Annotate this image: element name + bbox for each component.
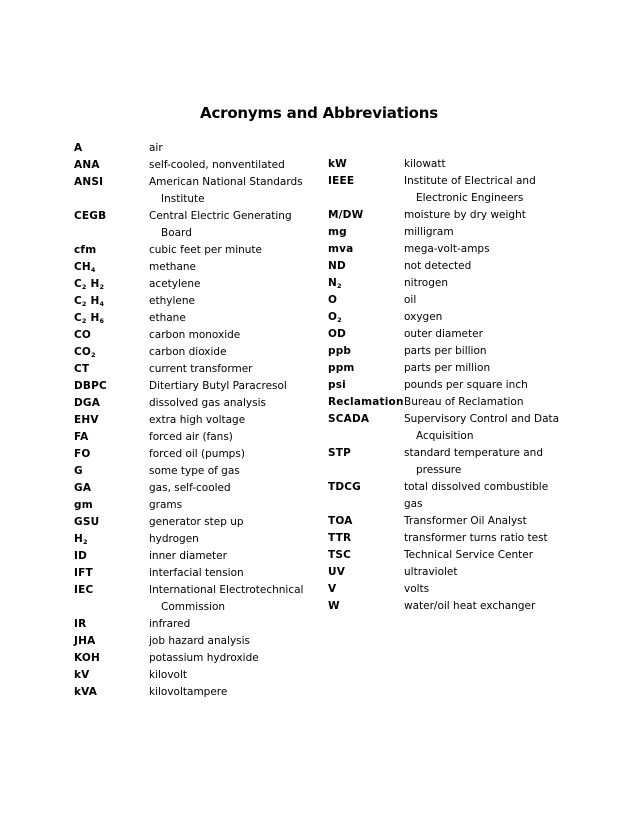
definition-line: mega-volt-amps [404,243,490,255]
definition [404,275,568,292]
definition-line: methane [149,261,197,273]
abbreviation: mg [328,226,347,238]
definition [149,548,314,565]
glossary-entry [74,378,314,395]
abbreviation: KOH [74,652,100,664]
glossary-entry [328,564,568,581]
abbreviation: ANSI [74,176,104,188]
abbreviation: ANA [74,159,100,171]
glossary-entry [74,667,314,684]
definition-line: nitrogen [404,277,448,289]
glossary-entry [328,275,568,292]
definition [404,394,568,411]
abbreviation: IFT [74,567,93,579]
page-title: Acronyms and Abbreviations [200,104,438,122]
glossary-entry [328,343,568,360]
abbreviation: G [74,465,83,477]
definition [404,564,568,581]
definition [149,361,314,378]
abbreviation: GA [74,482,92,494]
definition-line: Institute of Electrical and [404,175,536,187]
definition [404,173,568,207]
glossary-entry [74,582,314,616]
left-column [74,140,314,701]
definition [149,174,314,208]
definition [149,446,314,463]
definition [149,684,314,701]
definition [404,377,568,394]
definition [404,258,568,275]
definition-line: ultraviolet [404,566,458,578]
definition-line: transformer turns ratio test [404,532,548,544]
abbreviation: gm [74,499,93,511]
definition-line: Institute [161,193,205,205]
glossary-entry [328,224,568,241]
abbreviation: FA [74,431,89,443]
definition [149,327,314,344]
glossary-entry [74,259,314,276]
definition [149,395,314,412]
definition [149,259,314,276]
definition-line: gas, self-cooled [149,482,231,494]
definition [404,156,568,173]
definition [404,326,568,343]
definition-line: kilovoltampere [149,686,228,698]
abbreviation: IR [74,618,87,630]
definition-line: air [149,142,163,154]
definition-line: oxygen [404,311,443,323]
abbreviation: ppm [328,362,355,374]
definition [404,360,568,377]
definition-line: inner diameter [149,550,227,562]
glossary-entry [74,276,314,293]
abbreviation: kV [74,669,90,681]
glossary-entry [74,412,314,429]
definition [149,667,314,684]
glossary-entry [74,565,314,582]
definition-line: Electronic Engineers [416,192,524,204]
definition [404,530,568,547]
glossary-entry [328,581,568,598]
definition [149,412,314,429]
abbreviation: FO [74,448,91,460]
glossary-entry [328,513,568,530]
definition-line: ethane [149,312,186,324]
right-column [328,156,568,615]
glossary-entry [328,156,568,173]
definition [149,344,314,361]
definition-line: interfacial tension [149,567,244,579]
glossary-entry [328,394,568,411]
definition-line: dissolved gas analysis [149,397,266,409]
definition [149,242,314,259]
glossary-entry [74,531,314,548]
definition-line: Supervisory Control and Data [404,413,560,425]
definition [149,310,314,327]
abbreviation: IEC [74,584,94,596]
definition [404,411,568,445]
definition-line: milligram [404,226,454,238]
definition-line: volts [404,583,430,595]
abbreviation: DGA [74,397,101,409]
abbreviation: $N_2$ [328,277,342,290]
definition [149,276,314,293]
definition-line: International Electrotechnical [149,584,304,596]
definition-line: self-cooled, nonventilated [149,159,285,171]
glossary-entry [74,242,314,259]
definition [149,140,314,157]
abbreviation: CT [74,363,90,375]
definition-line: American National Standards [149,176,303,188]
definition [149,531,314,548]
abbreviation: TDCG [328,481,362,493]
definition [149,565,314,582]
definition [404,513,568,530]
definition [404,224,568,241]
definition [404,343,568,360]
definition [404,241,568,258]
abbreviation: TTR [328,532,352,544]
definition-line: infrared [149,618,191,630]
definition-line: pounds per square inch [404,379,528,391]
definition-line: some type of gas [149,465,240,477]
definition-line: Commission [161,601,226,613]
glossary-entry [328,377,568,394]
abbreviation: JHA [74,635,96,647]
definition [149,208,314,242]
definition-line: outer diameter [404,328,483,340]
glossary-entry [328,241,568,258]
definition-line: total dissolved combustible gas [404,481,549,510]
abbreviation: GSU [74,516,100,528]
glossary-entry [74,208,314,242]
abbreviation: CEGB [74,210,107,222]
glossary-entry [74,548,314,565]
abbreviation: $H_2$ [74,533,88,546]
glossary-entry [74,446,314,463]
glossary-entry [74,310,314,327]
definition [404,292,568,309]
glossary-entry [74,633,314,650]
definition-line: grams [149,499,183,511]
glossary-entry [328,445,568,479]
glossary-entry [74,463,314,480]
definition [404,207,568,224]
definition [149,650,314,667]
glossary-entry [74,616,314,633]
abbreviation: ID [74,550,88,562]
definition [149,378,314,395]
definition-line: Board [161,227,192,239]
abbreviation: EHV [74,414,99,426]
definition [149,157,314,174]
abbreviation: $C_2$ $H_4$ [74,295,105,308]
definition-line: parts per million [404,362,491,374]
abbreviation: TOA [328,515,353,527]
definition-line: current transformer [149,363,253,375]
definition [404,581,568,598]
definition-line: Technical Service Center [404,549,534,561]
abbreviation: ND [328,260,346,272]
abbreviation: STP [328,447,352,459]
glossary-entry [328,530,568,547]
definition-line: standard temperature and [404,447,544,459]
abbreviation: mva [328,243,354,255]
definition-line: not detected [404,260,472,272]
abbreviation: $CO_2$ [74,346,96,359]
definition-line: job hazard analysis [149,635,251,647]
definition-line: kilowatt [404,158,446,170]
definition-line: oil [404,294,417,306]
abbreviation: UV [328,566,346,578]
glossary-entry [74,395,314,412]
glossary-entry [328,292,568,309]
definition [149,480,314,497]
definition-line: moisture by dry weight [404,209,526,221]
definition-line: parts per billion [404,345,487,357]
abbreviation: $C_2$ $H_6$ [74,312,105,325]
abbreviation: ppb [328,345,352,357]
glossary-entry [328,411,568,445]
glossary-entry [328,207,568,224]
abbreviation: $O_2$ [328,311,342,324]
glossary-entry [74,514,314,531]
abbreviation: OD [328,328,347,340]
abbreviation: O [328,294,338,306]
abbreviation: psi [328,379,346,391]
definition [149,497,314,514]
definition [149,429,314,446]
abbreviation: A [74,142,83,154]
definition-line: Central Electric Generating [149,210,292,222]
definition [149,293,314,310]
glossary-entry [328,598,568,615]
definition-line: forced air (fans) [149,431,233,443]
abbreviation: V [328,583,337,595]
glossary-entry [74,650,314,667]
definition-line: Ditertiary Butyl Paracresol [149,380,287,392]
abbreviation: W [328,600,340,612]
definition [404,547,568,564]
abbreviation: $CH_4$ [74,261,96,274]
abbreviation: DBPC [74,380,107,392]
glossary-entry [328,309,568,326]
glossary-entry [328,479,568,513]
definition-line: Acquisition [416,430,474,442]
definition [404,445,568,479]
definition-line: Bureau of Reclamation [404,396,524,408]
glossary-entry [328,360,568,377]
definition-line: carbon monoxide [149,329,241,341]
glossary-entry [74,497,314,514]
definition-line: carbon dioxide [149,346,227,358]
definition-line: kilovolt [149,669,188,681]
glossary-entry [74,293,314,310]
abbreviation: M/DW [328,209,364,221]
definition-line: ethylene [149,295,195,307]
glossary-entry [74,344,314,361]
definition [149,463,314,480]
glossary-entry [328,258,568,275]
glossary-entry [74,174,314,208]
definition [149,616,314,633]
glossary-entry [328,326,568,343]
definition-line: cubic feet per minute [149,244,263,256]
abbreviation: $C_2$ $H_2$ [74,278,105,291]
abbreviation: TSC [328,549,352,561]
abbreviation: CO [74,329,92,341]
definition-line: forced oil (pumps) [149,448,245,460]
glossary-entry [74,140,314,157]
abbreviation: Reclamation [328,396,404,408]
definition [404,479,568,513]
glossary-entry [74,327,314,344]
abbreviation: cfm [74,244,97,256]
abbreviation: kVA [74,686,98,698]
definition [149,582,314,616]
glossary-entry [74,429,314,446]
definition [149,633,314,650]
definition-line: generator step up [149,516,244,528]
definition-line: acetylene [149,278,201,290]
definition-line: hydrogen [149,533,199,545]
definition [404,598,568,615]
glossary-entry [328,173,568,207]
abbreviation: kW [328,158,347,170]
abbreviation: SCADA [328,413,370,425]
definition [149,514,314,531]
definition-line: Transformer Oil Analyst [404,515,527,527]
glossary-entry [74,157,314,174]
glossary-entry [74,480,314,497]
abbreviation: IEEE [328,175,355,187]
glossary-entry [74,361,314,378]
definition-line: extra high voltage [149,414,246,426]
definition-line: pressure [416,464,462,476]
definition-line: water/oil heat exchanger [404,600,536,612]
definition-line: potassium hydroxide [149,652,259,664]
glossary-entry [74,684,314,701]
glossary-entry [328,547,568,564]
definition [404,309,568,326]
